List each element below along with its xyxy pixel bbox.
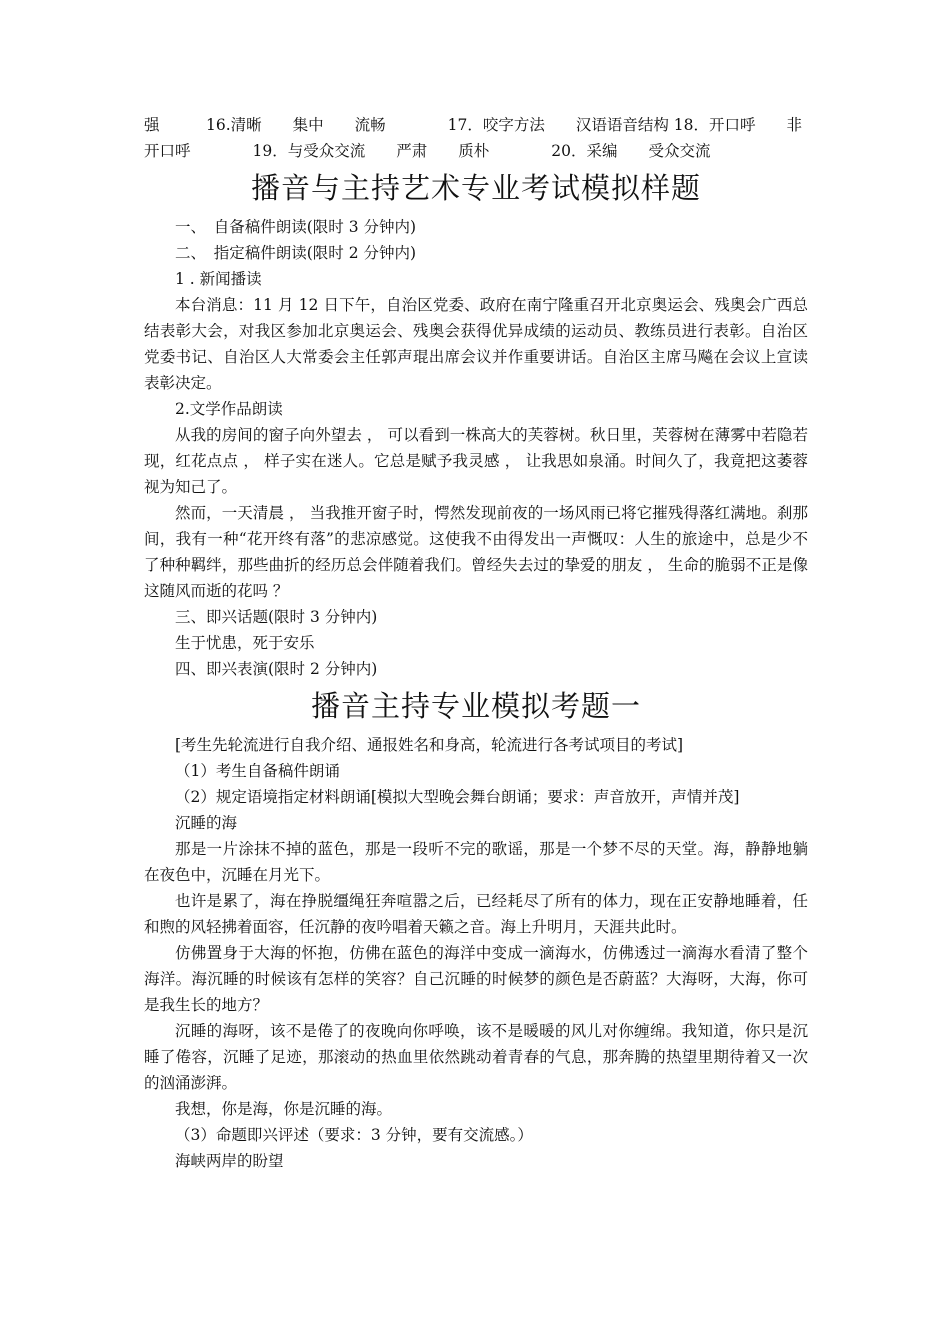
poem-title: 沉睡的海 [175,814,238,832]
section1-title: 播音与主持艺术专业考试模拟样题 [250,171,701,205]
poem-paragraph-3: 仿佛置身于大海的怀抱，仿佛在蓝色的海洋中变成一滴海水，仿佛透过一滴海水看清了整个海洋。海沉睡的时候该有怎样的笑容？自己沉睡的时候梦的颜色是否蔚蓝？大海呀，大海，你可是我生长的地方？ [144,944,808,1014]
poem-paragraph-5: 我想，你是海，你是沉睡的海。 [175,1100,393,1118]
section1-item-2: 二、 指定稿件朗读(限时 2 分钟内) [175,244,417,262]
exam-item-1: （1）考生自备稿件朗诵 [175,762,340,780]
poem-paragraph-1: 那是一片涂抹不掉的蓝色，那是一段听不完的歌谣，那是一个梦不尽的天堂。海，静静地躺在夜色中，沉睡在月光下。 [144,840,808,884]
document-page [144,112,808,1174]
exam-item-3-topic: 海峡两岸的盼望 [175,1152,284,1170]
literature-heading: 2.文学作品朗读 [175,400,283,418]
poem-paragraph-4: 沉睡的海呀，该不是倦了的夜晚向你呼唤，该不是暖暖的风儿对你缠绵。我知道，你只是沉睡了倦容，沉睡了足迹，那滚动的热血里依然跳动着青春的气息，那奔腾的热望里期待着又一次的汹涌澎湃。 [144,1022,808,1092]
news-paragraph: 本台消息：11 月 12 日下午，自治区党委、政府在南宁隆重召开北京奥运会、残奥会广西总结表彰大会，对我区参加北京奥运会、残奥会获得优异成绩的运动员、教练员进行表彰。自治区党委书记、自治区人大常委会主任郭声琨出席会议并作重要讲话。自治区主席马飚在会议上宣读表彰决定。 [144,296,808,392]
section1-item-3: 1 . 新闻播读 [175,270,262,288]
section2-title: 播音主持专业模拟考题一 [310,689,641,723]
section1-item-1: 一、 自备稿件朗读(限时 3 分钟内) [175,218,417,236]
literature-paragraph-2: 然而，一天清晨 ， 当我推开窗子时，愕然发现前夜的一场风雨已将它摧残得落红满地。刹那间，我有一种“花开终有落”的悲凉感觉。这使我不由得发出一声慨叹：人生的旅途中，总是少不了种种羁绊，那些曲折的经历总会伴随着我们。曾经失去过的挚爱的朋友 ， 生命的脆弱不正是像这随风而逝的花吗 ？ [144,504,808,600]
impromptu-heading: 三、即兴话题(限时 3 分钟内) [175,608,378,626]
answer-line-2: 开口呼 19．与受众交流 严肃 质朴 20．采编 受众交流 [144,142,711,160]
impromptu-topic: 生于忧患，死于安乐 [175,634,315,652]
literature-paragraph-1: 从我的房间的窗子向外望去 ， 可以看到一株高大的芙蓉树。秋日里，芙蓉树在薄雾中若隐若现，红花点点 ， 样子实在迷人。它总是赋予我灵感 ， 让我思如泉涌。时间久了，我竟把这萎蓉视为知己了。 [144,426,808,496]
poem-paragraph-2: 也许是累了，海在挣脱缰绳狂奔喧嚣之后，已经耗尽了所有的体力，现在正安静地睡着，任和煦的风轻拂着面容，任沉静的夜吟唱着天籁之音。海上升明月，天涯共此时。 [144,892,808,936]
answer-line-1: 强 16.清晰 集中 流畅 17．咬字方法 汉语语音结构 18．开口呼 非 [144,116,803,134]
exam-item-2: （2）规定语境指定材料朗诵[模拟大型晚会舞台朗诵；要求：声音放开，声情并茂] [175,788,740,806]
exam-intro: [考生先轮流进行自我介绍、通报姓名和身高，轮流进行各考试项目的考试] [175,736,684,754]
performance-heading: 四、即兴表演(限时 2 分钟内) [175,660,378,678]
exam-item-3: （3）命题即兴评述（要求：3 分钟，要有交流感。） [175,1126,533,1144]
